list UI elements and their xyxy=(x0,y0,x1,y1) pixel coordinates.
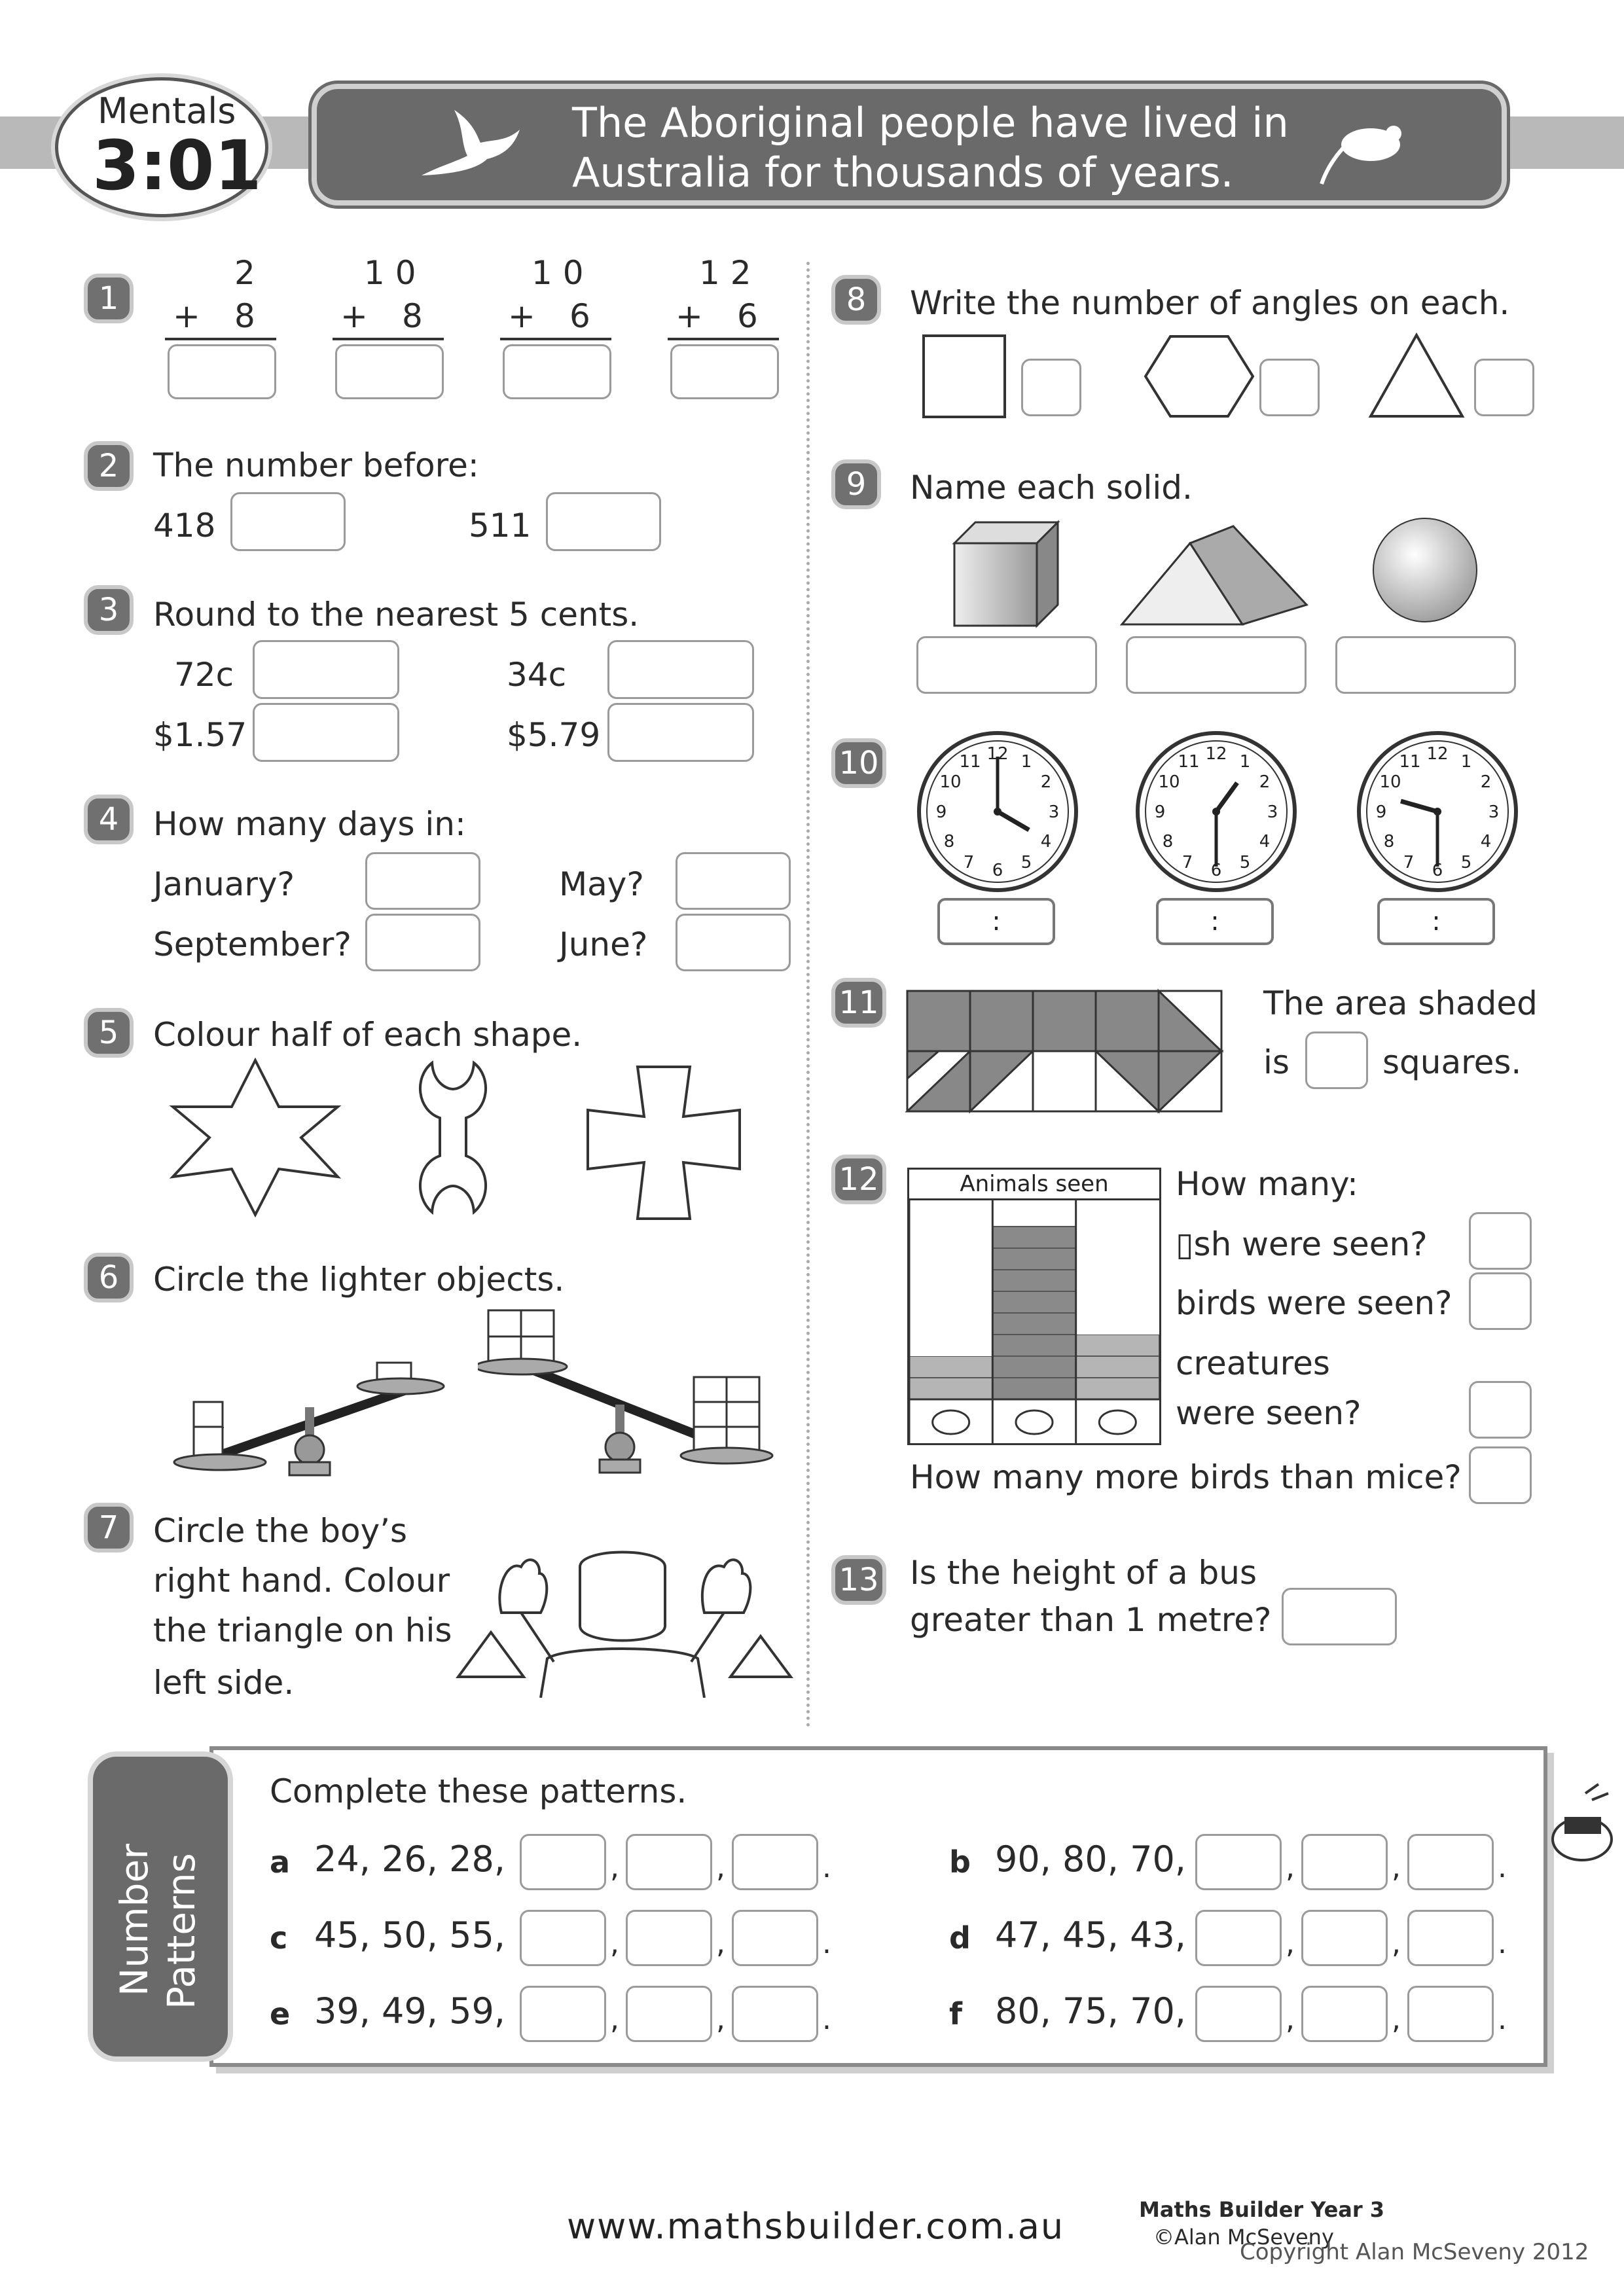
pattern-period: . xyxy=(822,1851,831,1884)
svg-text:7: 7 xyxy=(963,853,975,872)
bar-unit-birds xyxy=(992,1291,1075,1313)
svg-text:6: 6 xyxy=(1210,861,1222,880)
svg-text:10: 10 xyxy=(1379,772,1401,792)
bar-unit-mice xyxy=(909,1335,992,1356)
q4-label-d: June? xyxy=(559,925,648,963)
svg-text:3: 3 xyxy=(1488,802,1500,822)
q1-line-1 xyxy=(165,338,276,340)
svg-text:8: 8 xyxy=(943,832,955,852)
svg-text:11: 11 xyxy=(1178,752,1200,772)
svg-text:2: 2 xyxy=(1480,772,1492,792)
q13-line-2: greater than 1 metre? xyxy=(910,1601,1272,1639)
q8-answer-square[interactable] xyxy=(1021,359,1081,416)
q12-label-c2: were seen? xyxy=(1176,1394,1362,1432)
pattern-letter: e xyxy=(270,1996,291,2032)
footer-book: Maths Builder Year 3 xyxy=(1139,2197,1385,2222)
pattern-comma: , xyxy=(610,2003,619,2036)
pattern-answer-box[interactable] xyxy=(626,1986,712,2042)
bar-unit-fish xyxy=(1076,1356,1159,1378)
pattern-answer-box[interactable] xyxy=(520,1910,606,1966)
patterns-tab-line-2: Patterns xyxy=(159,1853,204,2009)
pattern-period: . xyxy=(822,2003,831,2036)
question-number-12: 12 xyxy=(831,1155,886,1204)
question-number-1: 1 xyxy=(84,274,134,323)
pattern-comma: , xyxy=(1392,1927,1401,1960)
svg-text:8: 8 xyxy=(1162,832,1174,852)
q8-prompt: Write the number of angles on each. xyxy=(910,284,1510,322)
svg-text:7: 7 xyxy=(1403,853,1415,872)
mentals-badge xyxy=(55,77,268,217)
pattern-answer-box[interactable] xyxy=(1301,1910,1388,1966)
question-number-3: 3 xyxy=(84,585,134,635)
q11-is: is xyxy=(1263,1043,1290,1081)
clock-1-colon: : xyxy=(992,906,1001,937)
svg-text:2: 2 xyxy=(1040,772,1052,792)
pattern-period: . xyxy=(1498,2003,1507,2036)
pattern-sequence: 24, 26, 28, xyxy=(314,1839,505,1880)
q12-label-c1: creatures xyxy=(1176,1344,1330,1382)
q4-label-b: May? xyxy=(559,865,644,903)
q1-line-3 xyxy=(500,338,611,340)
q4-label-a: January? xyxy=(153,865,295,903)
q1-sum-4-top: 1 2 xyxy=(699,254,751,292)
q1-sum-2-top: 1 0 xyxy=(364,254,416,292)
clock-2-answer[interactable] xyxy=(1156,898,1274,945)
pattern-answer-box[interactable] xyxy=(732,1910,818,1966)
bar-unit-birds xyxy=(992,1313,1075,1335)
bar-unit-mice xyxy=(909,1378,992,1399)
pattern-comma: , xyxy=(610,1927,619,1960)
q3-label-b: 34c xyxy=(507,656,567,694)
q13-line-1: Is the height of a bus xyxy=(910,1554,1257,1592)
bar-unit-fish xyxy=(1076,1313,1159,1335)
svg-text:1: 1 xyxy=(1239,752,1251,772)
svg-text:12: 12 xyxy=(1426,744,1449,764)
pattern-answer-box[interactable] xyxy=(626,1834,712,1890)
pattern-comma: , xyxy=(1392,1851,1401,1884)
svg-text:6: 6 xyxy=(1432,861,1443,880)
cross-shape[interactable] xyxy=(585,1064,742,1221)
mascot-icon xyxy=(1546,1780,1618,1865)
bar-unit-mice xyxy=(909,1291,992,1313)
q3-answer-a[interactable] xyxy=(253,640,399,699)
q12-answer-b[interactable] xyxy=(1469,1272,1532,1330)
pattern-comma: , xyxy=(716,1927,725,1960)
q1-answer-3[interactable] xyxy=(503,344,611,399)
pattern-sequence: 47, 45, 43, xyxy=(995,1914,1186,1956)
q7-line-2: right hand. Colour xyxy=(153,1562,450,1600)
question-number-4: 4 xyxy=(84,795,134,844)
pattern-period: . xyxy=(822,1927,831,1960)
question-number-7: 7 xyxy=(84,1503,134,1552)
title-line-2: Australia for thousands of years. xyxy=(572,149,1234,196)
q4-answer-a[interactable] xyxy=(365,852,480,910)
clock-2 xyxy=(1135,730,1297,893)
svg-text:9: 9 xyxy=(1375,802,1387,822)
pattern-answer-box[interactable] xyxy=(1195,1910,1282,1966)
q1-plus-1: + xyxy=(173,297,200,335)
svg-text:9: 9 xyxy=(1154,802,1166,822)
q4-prompt: How many days in: xyxy=(153,805,466,843)
bar-unit-birds xyxy=(992,1227,1075,1248)
bar-unit-birds xyxy=(992,1270,1075,1291)
q3-answer-d[interactable] xyxy=(607,703,754,762)
q4-answer-b[interactable] xyxy=(676,852,791,910)
bar-unit-birds xyxy=(992,1356,1075,1378)
number-patterns-tab xyxy=(88,1751,233,2062)
svg-text:8: 8 xyxy=(1383,832,1395,852)
q12-answer-d[interactable] xyxy=(1469,1446,1532,1504)
pattern-comma: , xyxy=(1286,2003,1295,2036)
svg-text:10: 10 xyxy=(939,772,962,792)
pattern-letter: f xyxy=(949,1996,963,2032)
q9-prompt: Name each solid. xyxy=(910,469,1193,507)
q12-answer-a[interactable] xyxy=(1469,1212,1532,1270)
q1-sum-3-bottom: 6 xyxy=(569,297,590,335)
svg-text:5: 5 xyxy=(1460,853,1472,872)
q12-label-b: birds were seen? xyxy=(1176,1284,1453,1322)
q1-sum-1-bottom: 8 xyxy=(234,297,255,335)
svg-text:11: 11 xyxy=(1399,752,1421,772)
svg-text:7: 7 xyxy=(1182,853,1193,872)
bar-unit-fish xyxy=(1076,1270,1159,1291)
q3-label-d: $5.79 xyxy=(507,716,601,754)
svg-text:6: 6 xyxy=(992,861,1003,880)
q1-plus-2: + xyxy=(340,297,368,335)
pattern-comma: , xyxy=(1286,1851,1295,1884)
q7-line-1: Circle the boy’s xyxy=(153,1512,408,1550)
title-banner xyxy=(312,84,1507,206)
balance-scale-right[interactable] xyxy=(478,1306,779,1479)
pattern-answer-box[interactable] xyxy=(1407,1910,1494,1966)
pattern-letter: a xyxy=(270,1844,291,1880)
q1-answer-1[interactable] xyxy=(168,344,276,399)
svg-text:11: 11 xyxy=(959,752,981,772)
pattern-sequence: 45, 50, 55, xyxy=(314,1914,505,1956)
patterns-tab-line-1: Number xyxy=(112,1844,156,1996)
q1-line-2 xyxy=(333,338,444,340)
footer-copyright: Copyright Alan McSeveny 2012 xyxy=(1240,2239,1589,2265)
patterns-prompt: Complete these patterns. xyxy=(270,1772,687,1810)
q2-label-a: 418 xyxy=(153,507,216,545)
title-line-1: The Aboriginal people have lived in xyxy=(572,99,1289,147)
q3-answer-c[interactable] xyxy=(253,703,399,762)
q5-prompt: Colour half of each shape. xyxy=(153,1016,583,1054)
pattern-answer-box[interactable] xyxy=(1407,1834,1494,1890)
pattern-comma: , xyxy=(1286,1927,1295,1960)
q3-prompt: Round to the nearest 5 cents. xyxy=(153,596,640,634)
question-number-2: 2 xyxy=(84,441,134,491)
mice-icon xyxy=(933,1410,969,1434)
clock-1 xyxy=(916,730,1079,893)
square-shape xyxy=(922,334,1007,419)
clock-1-answer[interactable] xyxy=(937,898,1055,945)
q1-plus-4: + xyxy=(676,297,703,335)
pattern-period: . xyxy=(1498,1851,1507,1884)
q3-label-a: 72c xyxy=(174,656,234,694)
pattern-comma: , xyxy=(1392,2003,1401,2036)
q1-answer-4[interactable] xyxy=(670,344,779,399)
svg-text:4: 4 xyxy=(1259,832,1271,852)
q4-answer-d[interactable] xyxy=(676,914,791,971)
mentals-label: Mentals xyxy=(98,90,236,132)
pattern-sequence: 80, 75, 70, xyxy=(995,1990,1186,2032)
bar-unit-fish xyxy=(1076,1248,1159,1270)
svg-text:4: 4 xyxy=(1040,832,1052,852)
q7-line-3: the triangle on his xyxy=(153,1611,452,1649)
pattern-answer-box[interactable] xyxy=(520,1834,606,1890)
svg-text:4: 4 xyxy=(1480,832,1492,852)
pattern-letter: c xyxy=(270,1920,288,1956)
bar-chart-canvas xyxy=(909,1198,1159,1445)
q1-sum-3-top: 1 0 xyxy=(532,254,584,292)
q12-label-d: How many more birds than mice? xyxy=(910,1458,1462,1496)
q1-sum-1-top: 2 xyxy=(234,254,255,292)
svg-text:1: 1 xyxy=(1460,752,1472,772)
pattern-letter: b xyxy=(949,1844,971,1880)
q2-label-b: 511 xyxy=(469,507,532,545)
pattern-period: . xyxy=(1498,1927,1507,1960)
pattern-answer-box[interactable] xyxy=(1407,1986,1494,2042)
pattern-sequence: 90, 80, 70, xyxy=(995,1839,1186,1880)
q4-answer-c[interactable] xyxy=(365,914,480,971)
q2-answer-b[interactable] xyxy=(546,492,661,551)
triangle-shape xyxy=(1368,332,1465,419)
q11-line-1: The area shaded xyxy=(1263,984,1538,1022)
pattern-answer-box[interactable] xyxy=(1195,1986,1282,2042)
bar-unit-birds xyxy=(992,1335,1075,1356)
triangular-prism-solid xyxy=(1119,524,1309,627)
pattern-answer-box[interactable] xyxy=(1301,1986,1388,2042)
q1-answer-2[interactable] xyxy=(335,344,444,399)
star-shape[interactable] xyxy=(164,1058,347,1217)
pattern-comma: , xyxy=(610,1851,619,1884)
q12-label-a: ▯sh were seen? xyxy=(1176,1225,1428,1263)
bar-unit-fish xyxy=(1076,1378,1159,1399)
q12-answer-c[interactable] xyxy=(1469,1381,1532,1439)
svg-text:2: 2 xyxy=(1259,772,1271,792)
animals-chart xyxy=(907,1168,1161,1445)
bar-unit-birds xyxy=(992,1248,1075,1270)
question-number-5: 5 xyxy=(84,1008,134,1058)
footer-url[interactable]: www.mathsbuilder.com.au xyxy=(567,2206,1065,2247)
svg-text:10: 10 xyxy=(1158,772,1180,792)
pattern-answer-box[interactable] xyxy=(732,1834,818,1890)
mentals-number: 3:01 xyxy=(92,126,262,206)
q9-answer-prism[interactable] xyxy=(1126,636,1307,694)
svg-text:12: 12 xyxy=(1205,744,1227,764)
bar-unit-birds xyxy=(992,1378,1075,1399)
question-number-11: 11 xyxy=(831,978,886,1028)
svg-text:12: 12 xyxy=(986,744,1009,764)
sphere-solid xyxy=(1371,516,1479,624)
q4-label-c: September? xyxy=(153,925,352,963)
pattern-answer-box[interactable] xyxy=(732,1986,818,2042)
svg-text:3: 3 xyxy=(1048,802,1060,822)
pattern-answer-box[interactable] xyxy=(626,1910,712,1966)
bar-unit-mice xyxy=(909,1270,992,1291)
bar-unit-fish xyxy=(1076,1335,1159,1356)
svg-text:5: 5 xyxy=(1239,853,1251,872)
bar-unit-fish xyxy=(1076,1291,1159,1313)
bar-unit-mice xyxy=(909,1356,992,1378)
clock-3-colon: : xyxy=(1432,906,1441,937)
question-number-10: 10 xyxy=(831,738,886,788)
spanner-shape[interactable] xyxy=(407,1058,499,1217)
q6-prompt: Circle the lighter objects. xyxy=(153,1261,565,1299)
balance-scale-left[interactable] xyxy=(168,1322,456,1479)
pattern-comma: , xyxy=(716,1851,725,1884)
clock-2-colon: : xyxy=(1210,906,1219,937)
q2-prompt: The number before: xyxy=(153,446,479,484)
pattern-answer-box[interactable] xyxy=(1195,1834,1282,1890)
question-number-9: 9 xyxy=(831,459,881,509)
q8-answer-hexagon[interactable] xyxy=(1259,359,1320,416)
question-number-13: 13 xyxy=(831,1555,886,1605)
bar-unit-mice xyxy=(909,1248,992,1270)
question-number-6: 6 xyxy=(84,1253,134,1302)
pattern-answer-box[interactable] xyxy=(1301,1834,1388,1890)
q3-label-c: $1.57 xyxy=(153,716,247,754)
footer-author: ©Alan McSeveny xyxy=(1153,2225,1334,2250)
triangle-left[interactable] xyxy=(458,1632,524,1677)
column-divider xyxy=(806,262,810,1728)
bar-unit-mice xyxy=(909,1313,992,1335)
mouse-icon xyxy=(1312,115,1410,187)
pattern-letter: d xyxy=(949,1920,971,1956)
bar-unit-mice xyxy=(909,1227,992,1248)
q11-squares: squares. xyxy=(1382,1043,1522,1081)
q1-sum-4-bottom: 6 xyxy=(737,297,758,335)
birds-icon xyxy=(1016,1410,1053,1434)
svg-text:9: 9 xyxy=(935,802,947,822)
pattern-sequence: 39, 49, 59, xyxy=(314,1990,505,2032)
bird-icon xyxy=(415,103,526,188)
shaded-area-grid xyxy=(903,987,1224,1118)
q1-line-4 xyxy=(668,338,779,340)
q9-answer-sphere[interactable] xyxy=(1335,636,1516,694)
svg-text:1: 1 xyxy=(1020,752,1032,772)
pattern-comma: , xyxy=(716,2003,725,2036)
q7-line-4: left side. xyxy=(153,1664,295,1702)
triangle-right[interactable] xyxy=(731,1636,791,1677)
cube-solid xyxy=(952,520,1060,628)
bar-unit-fish xyxy=(1076,1227,1159,1248)
q1-plus-3: + xyxy=(508,297,535,335)
q11-answer[interactable] xyxy=(1305,1031,1368,1089)
clock-3-answer[interactable] xyxy=(1377,898,1495,945)
clock-3 xyxy=(1356,730,1519,893)
question-number-8: 8 xyxy=(831,275,881,325)
q1-sum-2-bottom: 8 xyxy=(402,297,423,335)
fish-icon xyxy=(1099,1410,1136,1434)
q12-prompt: How many: xyxy=(1176,1165,1358,1203)
svg-text:3: 3 xyxy=(1267,802,1278,822)
svg-text:5: 5 xyxy=(1020,853,1032,872)
q2-answer-a[interactable] xyxy=(230,492,346,551)
q9-answer-cube[interactable] xyxy=(916,636,1097,694)
q13-answer[interactable] xyxy=(1282,1588,1397,1645)
pattern-answer-box[interactable] xyxy=(520,1986,606,2042)
chart-title: Animals seen xyxy=(909,1170,1159,1200)
q8-answer-triangle[interactable] xyxy=(1474,359,1534,416)
q3-answer-b[interactable] xyxy=(607,640,754,699)
hexagon-shape xyxy=(1143,334,1255,419)
boy-illustration[interactable] xyxy=(456,1547,796,1698)
